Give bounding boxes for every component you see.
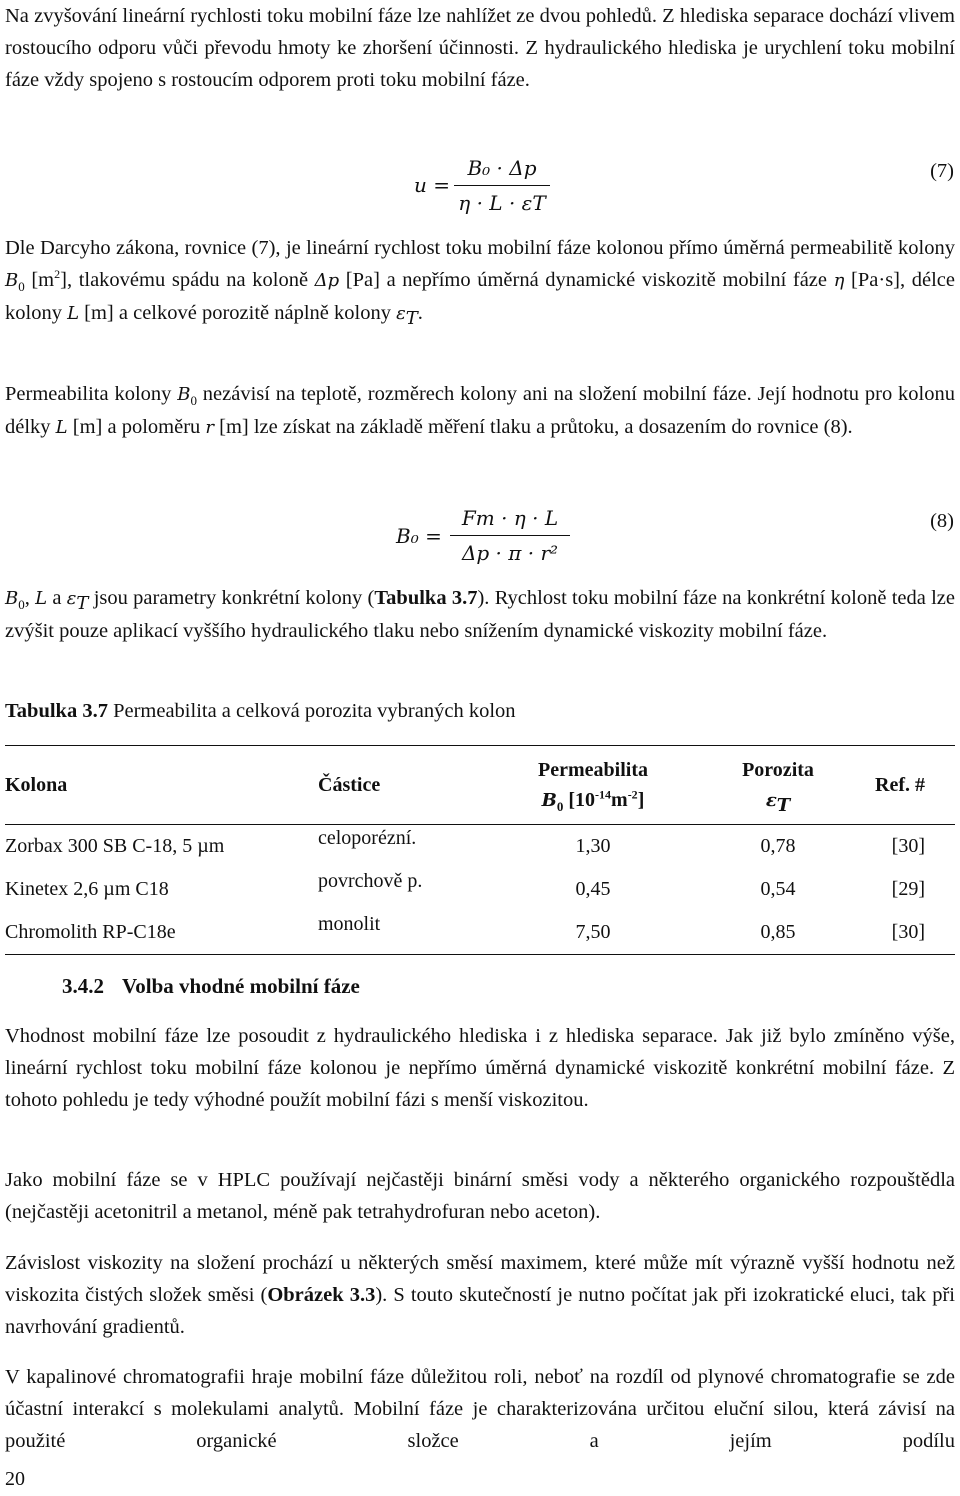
cell-porozita: 0,54: [760, 878, 796, 900]
table-row: [5, 911, 955, 955]
paragraph-7: Závislost viskozity na složení prochází u některých směsí maximem, které může mít výrazně vyšší hodnotu než viskozita čistých složek směsi (Obrázek 3.3). S touto skutečností je nutno počítat jak při izokratické eluci, tak při navrhování gradientů.: [5, 1252, 955, 1339]
equation-7-numerator: B₀ · Δp: [467, 156, 537, 180]
equation-8-fraction: [450, 503, 570, 568]
cell-castice: celoporézní.: [318, 827, 417, 849]
section-title: Volba vhodné mobilní fáze: [122, 974, 360, 998]
cell-permeabilita: 7,50: [575, 921, 611, 943]
paragraph-2: Dle Darcyho zákona, rovnice (7), je lineární rychlost toku mobilní fáze kolonou přímo úměrná permeabilitě kolony $B_0$ $[m^2]$, tlakovému spádu na koloně Δp [Pa] a nepřímo úměrná dynamické viskozitě mobilní fáze η [Pa·s], délce kolony L [m] a celkové porozitě náplně kolony $\varepsilon_T$.: [5, 237, 955, 330]
cell-ref: [30]: [891, 921, 925, 943]
equation-8-lhs: B₀ =: [396, 524, 442, 548]
header-permeabilita: Permeabilita $B_0$ $[10^{-14}m^{-2}]$: [538, 758, 648, 814]
cell-porozita: 0,85: [760, 921, 796, 943]
equation-7-denominator: η · L · εT: [458, 191, 546, 216]
paragraph-3: Permeabilita kolony $B_0$ nezávisí na teplotě, rozměrech kolony ani na složení mobilní fáze. Její hodnotu pro kolonu délky L [m] a poloměru r [m] lze získat na základě měření tlaku a průtoku, a dosazením do rovnice (8).: [5, 383, 956, 439]
table-caption: Tabulka 3.7 Permeabilita a celková porozita vybraných kolon: [5, 700, 516, 722]
paragraph-5: Vhodnost mobilní fáze lze posoudit z hydraulického hlediska i z hlediska separace. Jak již bylo zmíněno výše, lineární rychlost toku mobilní fáze kolonou je nepřímo úměrná dynamické viskozitě konkrétní mobilní fáze. Z tohoto pohledu je tedy výhodné použít mobilní fázi s menší viskozitou.: [5, 1025, 955, 1112]
cell-castice: monolit: [318, 913, 381, 935]
equation-8-numerator: Fm · η · L: [461, 506, 559, 530]
cell-kolona: Zorbax 300 SB C-18, 5 µm: [5, 835, 225, 857]
cell-permeabilita: 1,30: [575, 835, 611, 857]
permeability-table: [5, 745, 955, 955]
equation-7-lhs: u =: [414, 173, 450, 197]
equation-8-denominator: Δp · π · r²: [461, 541, 559, 566]
cell-ref: [29]: [891, 878, 925, 900]
paragraph-1: Na zvyšování lineární rychlosti toku mobilní fáze lze nahlížet ze dvou pohledů. Z hlediska separace dochází vlivem rostoucího odporu vůči převodu hmoty ke zhoršení účinnosti. Z hydraulického hlediska je urychlení toku mobilní fáze vždy spojeno s rostoucím odporem proti toku mobilní fáze.: [5, 5, 955, 92]
section-heading: [62, 974, 360, 999]
equation-7-fraction: [454, 153, 550, 218]
table-header-row: [5, 746, 955, 825]
section-number: 3.4.2: [62, 974, 104, 998]
header-porozita: Porozita $\varepsilon_T$: [742, 758, 814, 816]
cell-castice: povrchově p.: [318, 870, 423, 892]
cell-kolona: Chromolith RP-C18e: [5, 921, 176, 943]
equation-8-number: (8): [930, 510, 954, 532]
header-ref: Ref. #: [875, 773, 925, 796]
page-number: 20: [5, 1468, 25, 1490]
paragraph-8: V kapalinové chromatografii hraje mobilní fáze důležitou roli, neboť na rozdíl od plynové chromatografie se zde účastní interakcí s molekulami analytů. Mobilní fáze je charakterizována určitou eluční silou, která závisí na použité organické složce a jejím podílu: [5, 1366, 955, 1453]
header-kolona: Kolona: [5, 773, 68, 796]
table-row: [5, 868, 955, 911]
equation-7-number: (7): [930, 160, 954, 182]
header-castice: Částice: [318, 773, 381, 796]
cell-permeabilita: 0,45: [575, 878, 611, 900]
paragraph-6: Jako mobilní fáze se v HPLC používají nejčastěji binární směsi vody a některého organického rozpouštědla (nejčastěji acetonitril a metanol, méně pak tetrahydrofuran nebo aceton).: [5, 1169, 955, 1224]
cell-ref: [30]: [891, 835, 925, 857]
table-row: [5, 825, 955, 869]
paragraph-4: $B_0$, L a $\varepsilon_T$ jsou parametry konkrétní kolony (Tabulka 3.7). Rychlost toku mobilní fáze na konkrétní koloně teda lze zvýšit pouze aplikací vyššího hydraulického tlaku nebo snížením dynamické viskozity mobilní fáze.: [5, 587, 956, 643]
cell-kolona: Kinetex 2,6 µm C18: [5, 878, 169, 900]
cell-porozita: 0,78: [760, 835, 796, 857]
